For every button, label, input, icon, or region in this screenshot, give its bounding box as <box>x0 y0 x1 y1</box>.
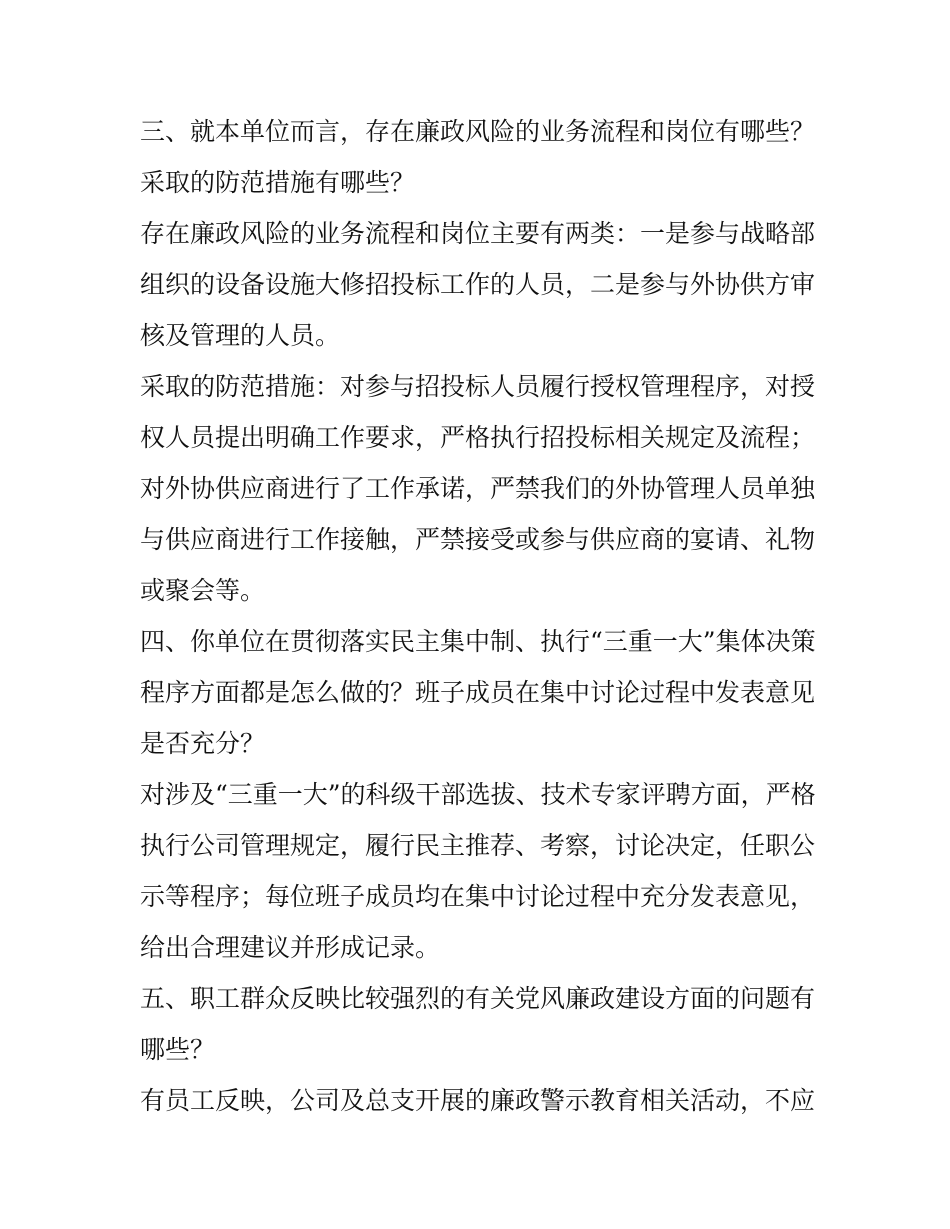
answer-paragraph <box>140 769 820 973</box>
text-line: 哪些？ <box>140 1035 216 1064</box>
question-paragraph <box>140 616 820 769</box>
text-line: 采取的防范措施：对参与招投标人员履行授权管理程序，对授 <box>140 372 816 401</box>
text-line: 执行公司管理规定，履行民主推荐、考察，讨论决定，任职公 <box>140 831 816 860</box>
text-line: 采取的防范措施有哪些？ <box>140 168 416 197</box>
text-line: 示等程序；每位班子成员均在集中讨论过程中充分发表意见， <box>140 882 816 911</box>
text-line: 存在廉政风险的业务流程和岗位主要有两类：一是参与战略部 <box>140 219 816 248</box>
text-line: 是否充分？ <box>140 729 266 758</box>
question-paragraph <box>140 106 820 208</box>
text-line: 核及管理的人员。 <box>140 321 341 350</box>
document-body <box>140 106 820 1126</box>
text-line: 三、就本单位而言，存在廉政风险的业务流程和岗位有哪些？ <box>140 117 816 146</box>
text-line: 有员工反映，公司及总支开展的廉政警示教育相关活动，不应 <box>140 1086 816 1115</box>
text-line: 程序方面都是怎么做的？班子成员在集中讨论过程中发表意见 <box>140 678 816 707</box>
text-line: 对涉及“三重一大”的科级干部选拔、技术专家评聘方面，严格 <box>140 780 816 809</box>
text-line: 给出合理建议并形成记录。 <box>140 933 441 962</box>
question-paragraph <box>140 973 820 1075</box>
text-line: 对外协供应商进行了工作承诺，严禁我们的外协管理人员单独 <box>140 474 816 503</box>
text-line: 组织的设备设施大修招投标工作的人员，二是参与外协供方审 <box>140 270 816 299</box>
text-line: 与供应商进行工作接触，严禁接受或参与供应商的宴请、礼物 <box>140 525 816 554</box>
text-line: 五、职工群众反映比较强烈的有关党风廉政建设方面的问题有 <box>140 984 816 1013</box>
answer-paragraph <box>140 1075 820 1126</box>
answer-paragraph <box>140 208 820 361</box>
answer-paragraph <box>140 361 820 616</box>
text-line: 或聚会等。 <box>140 576 266 605</box>
text-line: 四、你单位在贯彻落实民主集中制、执行“三重一大”集体决策 <box>140 627 816 656</box>
text-line: 权人员提出明确工作要求，严格执行招投标相关规定及流程； <box>140 423 816 452</box>
